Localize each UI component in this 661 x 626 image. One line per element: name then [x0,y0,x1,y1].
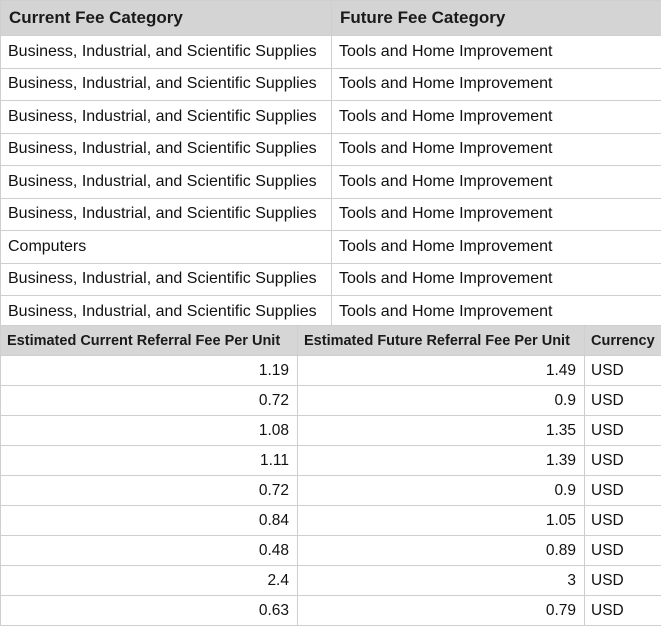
current-referral-fee-cell[interactable]: 1.08 [1,416,298,446]
future-fee-category-cell[interactable]: Tools and Home Improvement [332,101,661,134]
current-fee-category-cell[interactable]: Business, Industrial, and Scientific Supplies [1,101,332,134]
future-referral-fee-cell[interactable]: 1.39 [298,446,585,476]
table-row [1,446,661,476]
table-row [1,68,661,101]
table-row [1,536,661,566]
currency-cell[interactable]: USD [585,596,661,626]
current-fee-category-cell[interactable]: Computers [1,231,332,264]
current-fee-category-cell[interactable]: Business, Industrial, and Scientific Supplies [1,296,332,329]
currency-cell[interactable]: USD [585,536,661,566]
currency-cell[interactable]: USD [585,386,661,416]
currency-cell[interactable]: USD [585,506,661,536]
future-referral-fee-cell[interactable]: 0.9 [298,386,585,416]
table-row [1,386,661,416]
table-row [1,296,661,329]
table-row [1,416,661,446]
future-referral-fee-cell[interactable]: 1.05 [298,506,585,536]
current-fee-category-header[interactable]: Current Fee Category [1,1,332,36]
current-fee-category-cell[interactable]: Business, Industrial, and Scientific Supplies [1,36,332,69]
future-fee-category-cell[interactable]: Tools and Home Improvement [332,296,661,329]
current-fee-category-cell[interactable]: Business, Industrial, and Scientific Supplies [1,68,332,101]
current-referral-fee-cell[interactable]: 2.4 [1,566,298,596]
current-referral-fee-cell[interactable]: 0.72 [1,476,298,506]
table-row [1,476,661,506]
current-referral-fee-cell[interactable]: 1.11 [1,446,298,476]
currency-cell[interactable]: USD [585,476,661,506]
future-fee-category-cell[interactable]: Tools and Home Improvement [332,68,661,101]
future-fee-category-cell[interactable]: Tools and Home Improvement [332,166,661,199]
future-referral-fee-header[interactable]: Estimated Future Referral Fee Per Unit [298,326,585,356]
table-row [1,356,661,386]
table-row [1,231,661,264]
header-row [1,326,661,356]
currency-header[interactable]: Currency [585,326,661,356]
future-referral-fee-cell[interactable]: 0.79 [298,596,585,626]
current-fee-category-cell[interactable]: Business, Industrial, and Scientific Supplies [1,198,332,231]
table-row [1,596,661,626]
current-fee-category-cell[interactable]: Business, Industrial, and Scientific Supplies [1,263,332,296]
future-fee-category-cell[interactable]: Tools and Home Improvement [332,263,661,296]
table-row [1,198,661,231]
table-row [1,133,661,166]
future-referral-fee-cell[interactable]: 1.49 [298,356,585,386]
future-referral-fee-cell[interactable]: 0.89 [298,536,585,566]
current-referral-fee-cell[interactable]: 0.48 [1,536,298,566]
current-referral-fee-cell[interactable]: 0.84 [1,506,298,536]
current-fee-category-cell[interactable]: Business, Industrial, and Scientific Supplies [1,166,332,199]
current-referral-fee-cell[interactable]: 1.19 [1,356,298,386]
current-referral-fee-cell[interactable]: 0.72 [1,386,298,416]
referral-fee-table [0,325,661,626]
future-referral-fee-cell[interactable]: 3 [298,566,585,596]
current-referral-fee-cell[interactable]: 0.63 [1,596,298,626]
current-referral-fee-header[interactable]: Estimated Current Referral Fee Per Unit [1,326,298,356]
table-row [1,263,661,296]
future-fee-category-cell[interactable]: Tools and Home Improvement [332,231,661,264]
table-row [1,166,661,199]
future-fee-category-cell[interactable]: Tools and Home Improvement [332,198,661,231]
future-referral-fee-cell[interactable]: 0.9 [298,476,585,506]
table-row [1,101,661,134]
future-referral-fee-cell[interactable]: 1.35 [298,416,585,446]
future-fee-category-cell[interactable]: Tools and Home Improvement [332,133,661,166]
currency-cell[interactable]: USD [585,356,661,386]
currency-cell[interactable]: USD [585,416,661,446]
current-fee-category-cell[interactable]: Business, Industrial, and Scientific Supplies [1,133,332,166]
table-row [1,36,661,69]
table-row [1,506,661,536]
currency-cell[interactable]: USD [585,566,661,596]
future-fee-category-header[interactable]: Future Fee Category [332,1,661,36]
future-fee-category-cell[interactable]: Tools and Home Improvement [332,36,661,69]
table-row [1,566,661,596]
header-row [1,1,661,36]
currency-cell[interactable]: USD [585,446,661,476]
